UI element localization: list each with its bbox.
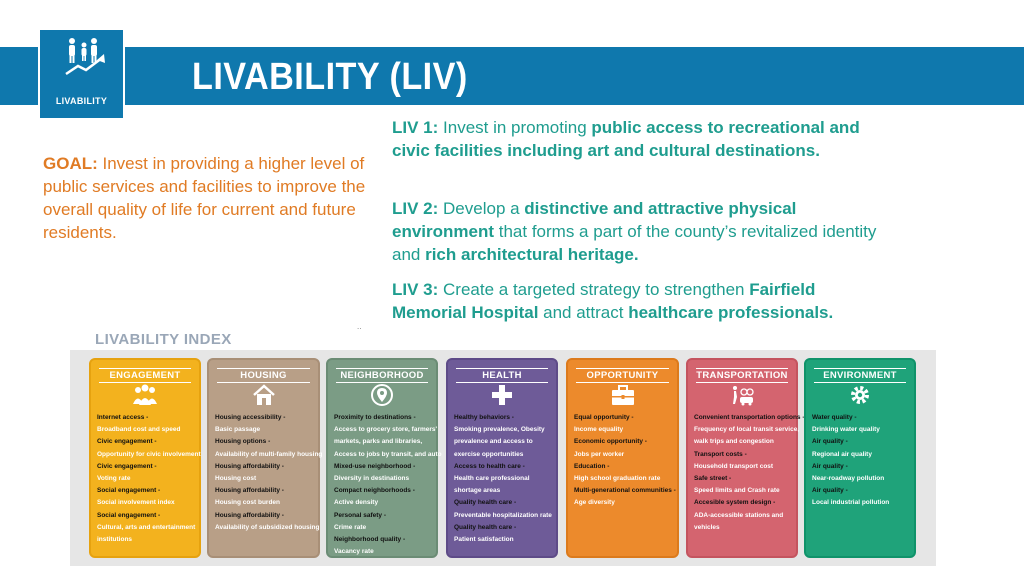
indicator-metric: Housing cost bbox=[215, 475, 257, 483]
category-title: TRANSPORTATION bbox=[696, 370, 788, 381]
objective-highlight: healthcare professionals. bbox=[628, 303, 834, 322]
indicator-metric: Voting rate bbox=[97, 475, 131, 483]
indicator-heading: Housing affordability - bbox=[215, 511, 284, 519]
category-card-neighborhood bbox=[326, 358, 442, 558]
indicator-metric: vehicles bbox=[694, 523, 720, 531]
indicator-metric: Availability of multi-family housing bbox=[215, 450, 323, 458]
indicator-metric: Social involvement index bbox=[97, 499, 175, 507]
objective-text: Create a targeted strategy to strengthen bbox=[438, 280, 750, 299]
indicator-metric: Frequency of local transit service, bbox=[694, 426, 800, 434]
objective-label: LIV 3: bbox=[392, 280, 439, 299]
house-icon bbox=[251, 384, 277, 406]
indicator-heading: Air quality - bbox=[812, 462, 848, 470]
indicator-heading: Proximity to destinations - bbox=[334, 414, 416, 421]
livability-logo bbox=[38, 28, 125, 120]
health-cross-icon bbox=[489, 384, 515, 406]
indicator-heading: Internet access - bbox=[97, 414, 149, 421]
indicator-metric: exercise opportunities bbox=[454, 450, 524, 458]
category-title: OPPORTUNITY bbox=[576, 368, 669, 383]
indicator-heading: Quality health care - bbox=[454, 499, 517, 507]
indicator-heading: Transport costs - bbox=[694, 450, 747, 458]
indicator-heading: Quality health care - bbox=[454, 523, 517, 531]
indicator-metric: markets, parks and libraries, bbox=[334, 438, 423, 446]
indicator-metric: Age diversity bbox=[574, 499, 615, 507]
indicator-metric: Basic passage bbox=[215, 426, 261, 434]
indicator-metric: Vacancy rate bbox=[334, 548, 374, 556]
indicator-heading: Housing affordability - bbox=[215, 487, 284, 495]
indicator-metric: Patient satisfaction bbox=[454, 536, 514, 544]
indicator-metric: Smoking prevalence, Obesity bbox=[454, 426, 545, 434]
category-card-health bbox=[446, 358, 558, 558]
indicator-metric: Active density bbox=[334, 499, 379, 507]
indicator-metric: Diversity in destinations bbox=[334, 475, 410, 483]
indicator-list bbox=[694, 412, 805, 534]
category-title: HOUSING bbox=[217, 368, 310, 383]
category-title: ENVIRONMENT bbox=[814, 368, 906, 383]
indicator-heading: Equal opportunity - bbox=[574, 414, 634, 421]
objective-highlight: rich architectural heritage. bbox=[425, 245, 639, 264]
indicator-metric: Jobs per worker bbox=[574, 450, 625, 458]
indicator-metric: Income equality bbox=[574, 426, 624, 434]
header-banner bbox=[0, 47, 1024, 105]
indicator-list bbox=[215, 412, 323, 534]
indicator-heading: Personal safety - bbox=[334, 511, 387, 519]
objective-text: Develop a bbox=[438, 199, 525, 218]
indicator-list bbox=[97, 412, 201, 546]
category-card-housing bbox=[207, 358, 323, 558]
transit-icon bbox=[729, 384, 755, 406]
indicator-heading: Civic engagement - bbox=[97, 438, 157, 446]
objective-text: and attract bbox=[538, 303, 629, 322]
indicator-list bbox=[334, 412, 442, 558]
indicator-metric: Regional air quality bbox=[812, 450, 872, 458]
indicator-metric: Household transport cost bbox=[694, 462, 774, 470]
category-card-transportation bbox=[686, 358, 805, 558]
indicator-heading: Air quality - bbox=[812, 487, 848, 495]
goal-text: Invest in providing a higher level of public services and facilities to improve the overall quality of life for current and future residents. bbox=[43, 154, 366, 242]
category-card-opportunity bbox=[566, 358, 679, 558]
objective-liv1 bbox=[392, 116, 887, 162]
family-growth-icon bbox=[60, 36, 108, 78]
goal-label: GOAL: bbox=[43, 154, 98, 173]
map-pin-icon bbox=[369, 384, 395, 406]
indicator-metric: shortage areas bbox=[454, 487, 501, 495]
goal-statement bbox=[43, 152, 383, 244]
indicator-heading: Housing accessibility - bbox=[215, 414, 286, 421]
indicator-heading: Access to health care - bbox=[454, 462, 525, 470]
indicator-metric: Drinking water quality bbox=[812, 426, 880, 434]
indicator-metric: walk trips and congestion bbox=[694, 438, 774, 446]
category-card-engagement bbox=[89, 358, 201, 558]
indicator-metric: prevalence and access to bbox=[454, 438, 533, 446]
category-title: HEALTH bbox=[456, 368, 548, 383]
objective-highlight: Fairfield Memorial Hospital bbox=[392, 280, 816, 322]
indicator-heading: Water quality - bbox=[812, 414, 857, 421]
category-card-environment bbox=[804, 358, 916, 558]
indicator-heading: Education - bbox=[574, 462, 610, 470]
indicator-heading: Safe street - bbox=[694, 475, 732, 483]
indicator-list bbox=[574, 412, 676, 510]
indicator-metric: Near-roadway pollution bbox=[812, 475, 885, 483]
indicator-heading: Air quality - bbox=[812, 438, 848, 446]
indicator-metric: institutions bbox=[97, 536, 133, 544]
page-title: LIVABILITY (LIV) bbox=[192, 56, 468, 98]
decorative-dots: .. bbox=[357, 322, 362, 331]
indicator-heading: Mixed-use neighborhood - bbox=[334, 462, 416, 470]
objective-highlight: public access to recreational and civic facilities including art and cultural destinations. bbox=[392, 118, 860, 160]
indicator-metric: Local industrial pollution bbox=[812, 499, 890, 507]
objective-liv2 bbox=[392, 197, 887, 266]
indicator-heading: Accesible system design - bbox=[694, 499, 776, 507]
livability-index-title: LIVABILITY INDEX bbox=[95, 331, 232, 348]
indicator-metric: ADA-accessible stations and bbox=[694, 511, 784, 519]
indicator-list bbox=[454, 412, 552, 546]
indicator-metric: Crime rate bbox=[334, 523, 367, 531]
indicator-metric: Speed limits and Crash rate bbox=[694, 487, 780, 495]
gear-icon bbox=[847, 384, 873, 406]
objective-liv3 bbox=[392, 278, 887, 324]
indicator-metric: High school graduation rate bbox=[574, 475, 661, 483]
indicator-heading: Housing options - bbox=[215, 438, 271, 446]
indicator-list bbox=[812, 412, 910, 510]
indicator-heading: Healthy behaviors - bbox=[454, 414, 514, 421]
indicator-metric: Cultural, arts and entertainment bbox=[97, 523, 196, 531]
indicator-metric: Access to jobs by transit, and auto bbox=[334, 450, 442, 458]
indicator-metric: Availability of subsidized housing bbox=[215, 523, 320, 531]
indicator-metric: Preventable hospitalization rate bbox=[454, 511, 552, 519]
category-title: ENGAGEMENT bbox=[99, 368, 191, 383]
indicator-metric: Broadband cost and speed bbox=[97, 426, 181, 434]
indicator-heading: Social engagement - bbox=[97, 487, 161, 495]
indicator-heading: Convenient transportation options - bbox=[694, 414, 805, 421]
indicator-heading: Civic engagement - bbox=[97, 462, 157, 470]
objective-label: LIV 2: bbox=[392, 199, 439, 218]
indicator-heading: Compact neighborhoods - bbox=[334, 487, 415, 495]
indicator-metric: Access to grocery store, farmers' bbox=[334, 426, 438, 434]
category-title: NEIGHBORHOOD bbox=[336, 368, 428, 383]
people-group-icon bbox=[132, 384, 158, 406]
objective-label: LIV 1: bbox=[392, 118, 439, 137]
logo-label: LIVABILITY bbox=[55, 96, 108, 106]
objective-highlight: distinctive and attractive physical environment bbox=[392, 199, 797, 241]
indicator-metric: Health care professional bbox=[454, 475, 530, 483]
briefcase-icon bbox=[610, 384, 636, 406]
indicator-heading: Multi-generational communities - bbox=[574, 487, 676, 495]
indicator-heading: Social engagement - bbox=[97, 511, 161, 519]
objective-text: Invest in promoting bbox=[438, 118, 592, 137]
indicator-heading: Economic opportunity - bbox=[574, 438, 647, 446]
indicator-metric: Opportunity for civic involvement bbox=[97, 450, 201, 458]
indicator-heading: Neighborhood quality - bbox=[334, 536, 406, 544]
indicator-heading: Housing affordability - bbox=[215, 462, 284, 470]
objective-text: that forms a part of the county’s revitalized identity and bbox=[392, 222, 877, 264]
indicator-metric: Housing cost burden bbox=[215, 499, 280, 507]
